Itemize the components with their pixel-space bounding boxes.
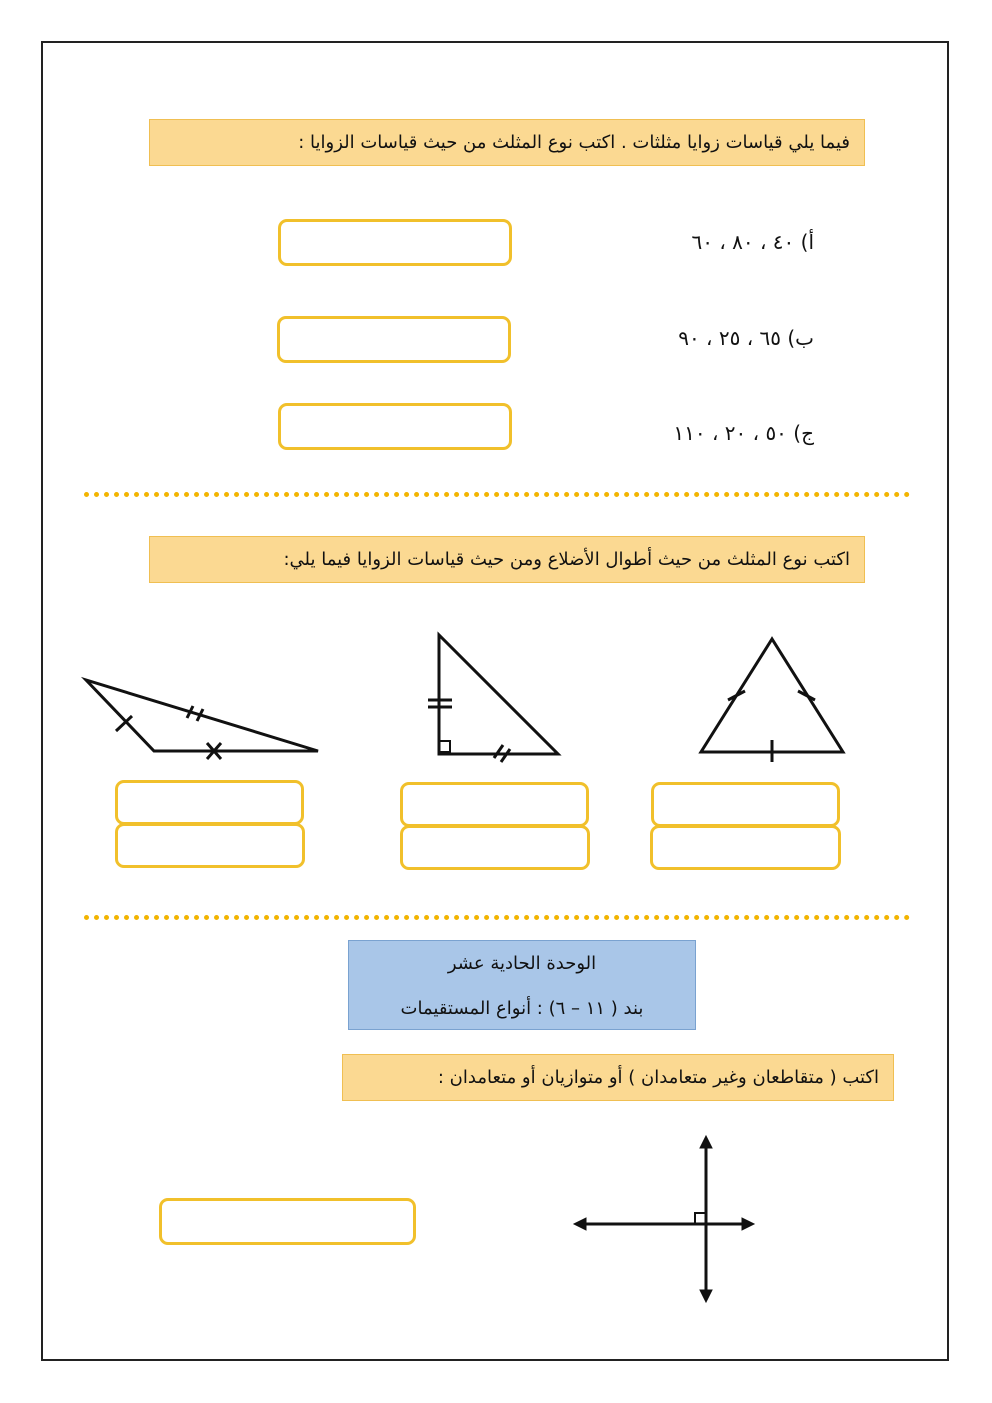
section-divider-2 bbox=[84, 915, 910, 920]
obtuse-angles-box[interactable] bbox=[115, 823, 305, 868]
obtuse-sides-box[interactable] bbox=[115, 780, 304, 825]
equilateral-angles-box[interactable] bbox=[650, 825, 841, 870]
instruction-text-1: فيما يلي قياسات زوايا مثلثات . اكتب نوع المثلث من حيث قياسات الزوايا : bbox=[298, 132, 850, 153]
unit-header bbox=[348, 940, 696, 1030]
equilateral-triangle bbox=[701, 639, 843, 762]
obtuse-triangle bbox=[86, 680, 318, 759]
instruction-banner-3 bbox=[342, 1054, 894, 1101]
equilateral-sides-box[interactable] bbox=[651, 782, 840, 827]
perpendicular-lines bbox=[574, 1136, 754, 1302]
right-triangle bbox=[428, 635, 558, 762]
instruction-text-3: اكتب ( متقاطعان وغير متعامدان ) أو متوازيان أو متعامدان : bbox=[437, 1067, 879, 1088]
unit-title: الوحدة الحادية عشر bbox=[447, 953, 597, 974]
angle-item-a: أ) ٤٠ ، ٨٠ ، ٦٠ bbox=[691, 230, 814, 254]
lines-answer-box[interactable] bbox=[159, 1198, 416, 1245]
unit-subtitle: بند ( ١١ – ٦) : أنواع المستقيمات bbox=[400, 998, 644, 1019]
angle-item-b: ب) ٦٥ ، ٢٥ ، ٩٠ bbox=[678, 326, 814, 350]
right-angles-box[interactable] bbox=[400, 825, 590, 870]
right-sides-box[interactable] bbox=[400, 782, 589, 827]
instruction-text-2: اكتب نوع المثلث من حيث أطوال الأضلاع ومن حيث قياسات الزوايا فيما يلي: bbox=[283, 549, 850, 570]
angle-item-c: ج) ٥٠ ، ٢٠ ، ١١٠ bbox=[673, 421, 814, 445]
